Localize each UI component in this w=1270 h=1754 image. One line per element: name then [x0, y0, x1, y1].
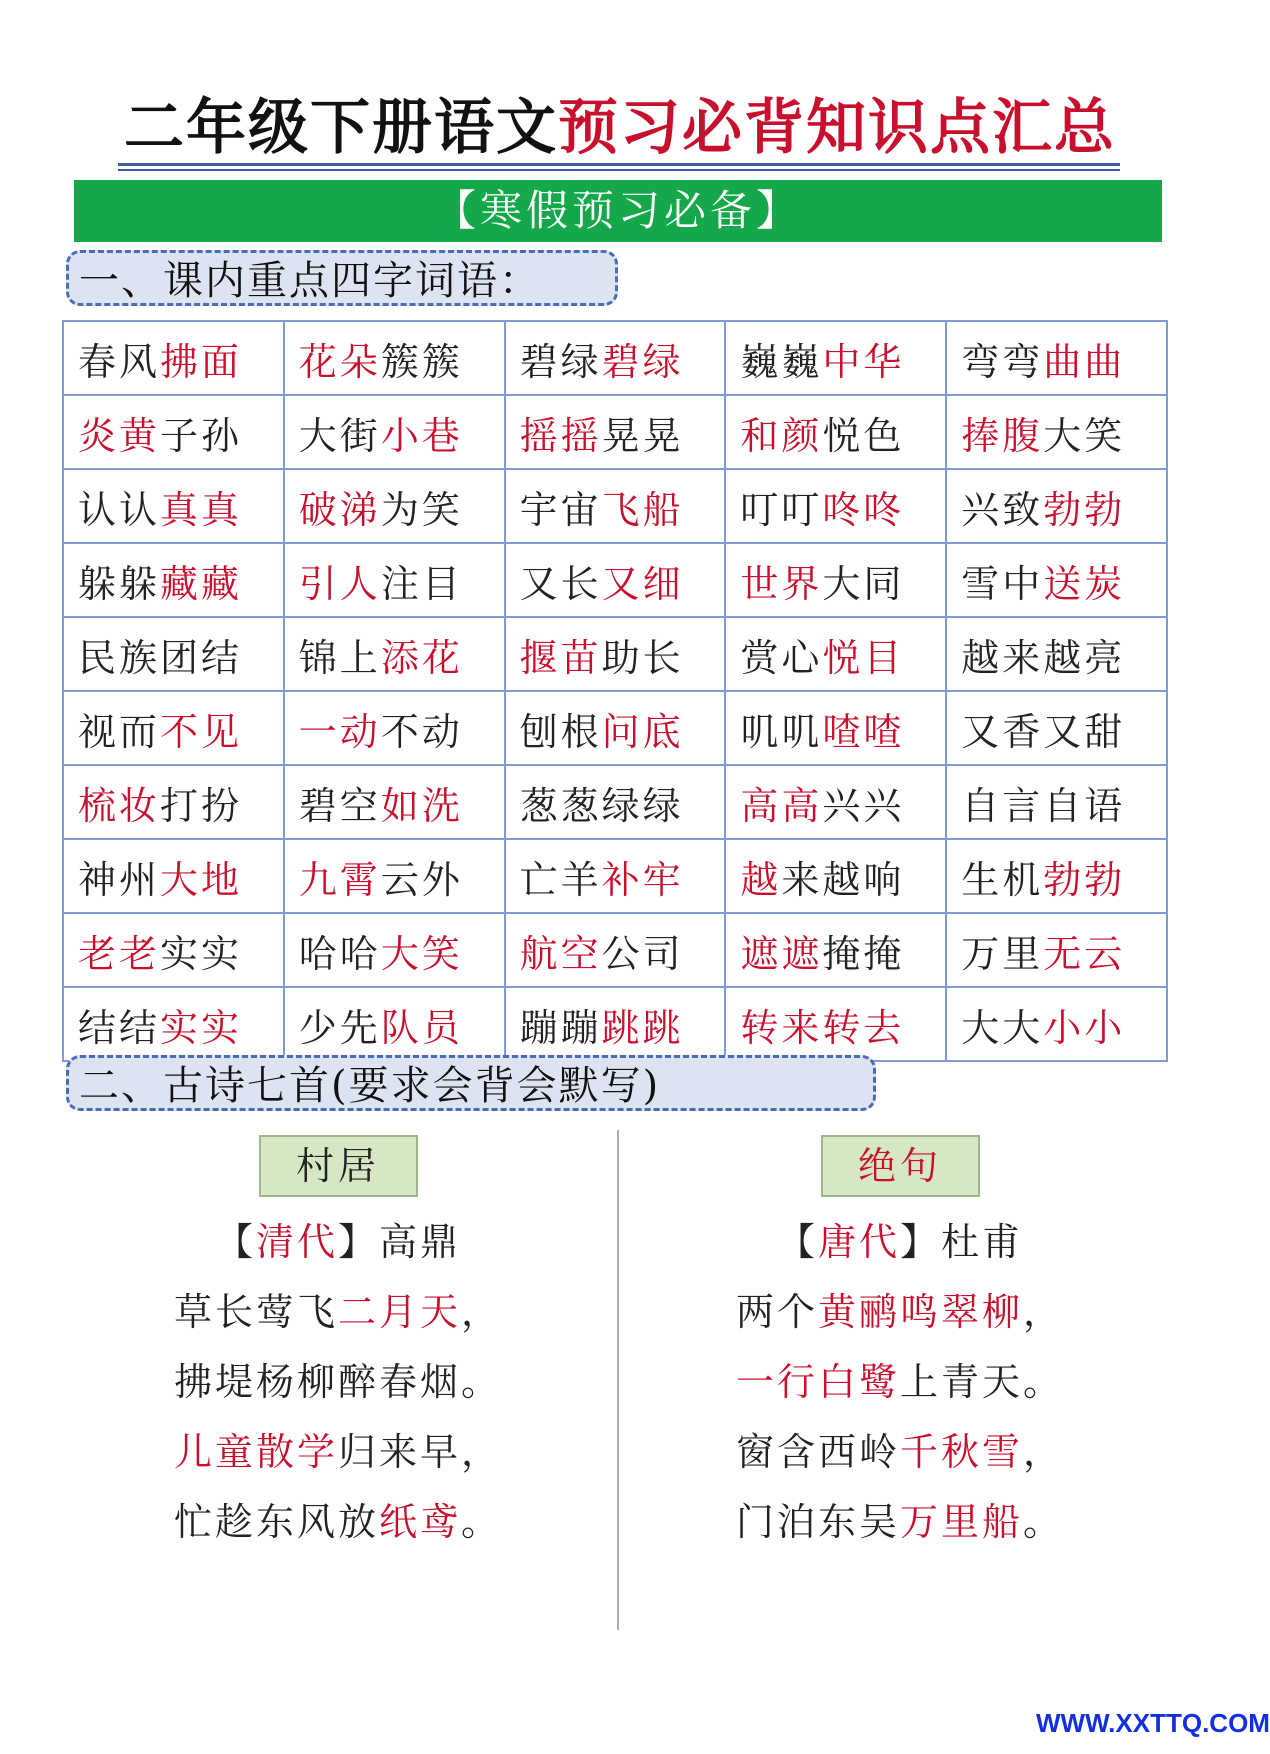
- word-cell: 炎黄子孙: [63, 395, 284, 469]
- poem-title: 村居: [259, 1135, 418, 1197]
- table-row: [63, 839, 1167, 913]
- poem-author: 【清代】高鼎: [214, 1220, 462, 1264]
- word-cell: 越来越亮: [946, 617, 1167, 691]
- poem-author: 【唐代】杜甫: [776, 1220, 1024, 1264]
- word-cell: 视而不见: [63, 691, 284, 765]
- poem-line: 儿童散学归来早，: [173, 1430, 503, 1474]
- title-red: 预习必背知识点汇总: [558, 93, 1116, 163]
- word-cell: 破涕为笑: [284, 469, 505, 543]
- word-cell: 碧空如洗: [284, 765, 505, 839]
- word-cell: 花朵簇簇: [284, 321, 505, 395]
- word-cell: 碧绿碧绿: [505, 321, 726, 395]
- poem-line: 拂堤杨柳醉春烟。: [173, 1360, 503, 1404]
- word-cell: 生机勃勃: [946, 839, 1167, 913]
- word-cell: 大大小小: [946, 987, 1167, 1061]
- word-cell: 葱葱绿绿: [505, 765, 726, 839]
- word-cell: 宇宙飞船: [505, 469, 726, 543]
- word-cell: 赏心悦目: [725, 617, 946, 691]
- table-row: [63, 913, 1167, 987]
- word-cell: 弯弯曲曲: [946, 321, 1167, 395]
- word-cell: 大街小巷: [284, 395, 505, 469]
- word-cell: 兴致勃勃: [946, 469, 1167, 543]
- poem-poet: 杜甫: [941, 1220, 1024, 1264]
- table-row: [63, 543, 1167, 617]
- poem-line: 两个黄鹂鸣翠柳，: [735, 1290, 1065, 1334]
- word-cell: 世界大同: [725, 543, 946, 617]
- table-row: [63, 987, 1167, 1061]
- word-cell: 哈哈大笑: [284, 913, 505, 987]
- poem-line: 窗含西岭千秋雪，: [735, 1430, 1065, 1474]
- word-cell: 雪中送炭: [946, 543, 1167, 617]
- word-cell: 刨根问底: [505, 691, 726, 765]
- title-black: 二年级下册语文: [124, 93, 558, 163]
- word-cell: 锦上添花: [284, 617, 505, 691]
- word-cell: 一动不动: [284, 691, 505, 765]
- word-cell: 少先队员: [284, 987, 505, 1061]
- poem-cunju: [58, 1135, 618, 1547]
- word-cell: 引人注目: [284, 543, 505, 617]
- banner: 【寒假预习必备】: [74, 180, 1162, 242]
- page-title: [0, 92, 1240, 164]
- word-cell: 认认真真: [63, 469, 284, 543]
- word-cell: 捧腹大笑: [946, 395, 1167, 469]
- table-row: [63, 691, 1167, 765]
- word-cell: 高高兴兴: [725, 765, 946, 839]
- word-cell: 万里无云: [946, 913, 1167, 987]
- poem-line: 草长莺飞二月天，: [173, 1290, 503, 1334]
- word-cell: 神州大地: [63, 839, 284, 913]
- word-cell: 春风拂面: [63, 321, 284, 395]
- word-cell: 越来越响: [725, 839, 946, 913]
- site-watermark[interactable]: WWW.XXTTQ.COM: [1036, 1708, 1270, 1738]
- word-cell: 和颜悦色: [725, 395, 946, 469]
- table-row: [63, 321, 1167, 395]
- poem-poet: 高鼎: [379, 1220, 462, 1264]
- table-row: [63, 395, 1167, 469]
- poem-title: 绝句: [821, 1135, 980, 1197]
- word-cell: 航空公司: [505, 913, 726, 987]
- word-cell: 叽叽喳喳: [725, 691, 946, 765]
- title-underline-2: [118, 169, 1120, 171]
- word-cell: 转来转去: [725, 987, 946, 1061]
- word-cell: 躲躲藏藏: [63, 543, 284, 617]
- word-cell: 梳妆打扮: [63, 765, 284, 839]
- word-cell: 遮遮掩掩: [725, 913, 946, 987]
- poem-dynasty: 唐代: [817, 1220, 900, 1264]
- word-cell: 摇摇晃晃: [505, 395, 726, 469]
- word-cell: 叮叮咚咚: [725, 469, 946, 543]
- word-cell: 蹦蹦跳跳: [505, 987, 726, 1061]
- word-cell: 自言自语: [946, 765, 1167, 839]
- word-cell: 又长又细: [505, 543, 726, 617]
- word-cell: 结结实实: [63, 987, 284, 1061]
- word-cell: 又香又甜: [946, 691, 1167, 765]
- section-heading-poems: 二、古诗七首(要求会背会默写): [66, 1055, 876, 1111]
- poem-line: 忙趁东风放纸鸢。: [173, 1500, 503, 1544]
- title-underline: [118, 163, 1120, 166]
- table-row: [63, 469, 1167, 543]
- word-table: [62, 320, 1168, 1062]
- table-row: [63, 617, 1167, 691]
- poem-line: 一行白鹭上青天。: [735, 1360, 1065, 1404]
- word-cell: 亡羊补牢: [505, 839, 726, 913]
- poem-jueju: [620, 1135, 1180, 1547]
- word-cell: 揠苗助长: [505, 617, 726, 691]
- word-cell: 民族团结: [63, 617, 284, 691]
- word-cell: 老老实实: [63, 913, 284, 987]
- word-cell: 巍巍中华: [725, 321, 946, 395]
- poem-line: 门泊东吴万里船。: [735, 1500, 1065, 1544]
- word-cell: 九霄云外: [284, 839, 505, 913]
- table-row: [63, 765, 1167, 839]
- section-heading-words: 一、课内重点四字词语：: [66, 250, 618, 306]
- poem-dynasty: 清代: [255, 1220, 338, 1264]
